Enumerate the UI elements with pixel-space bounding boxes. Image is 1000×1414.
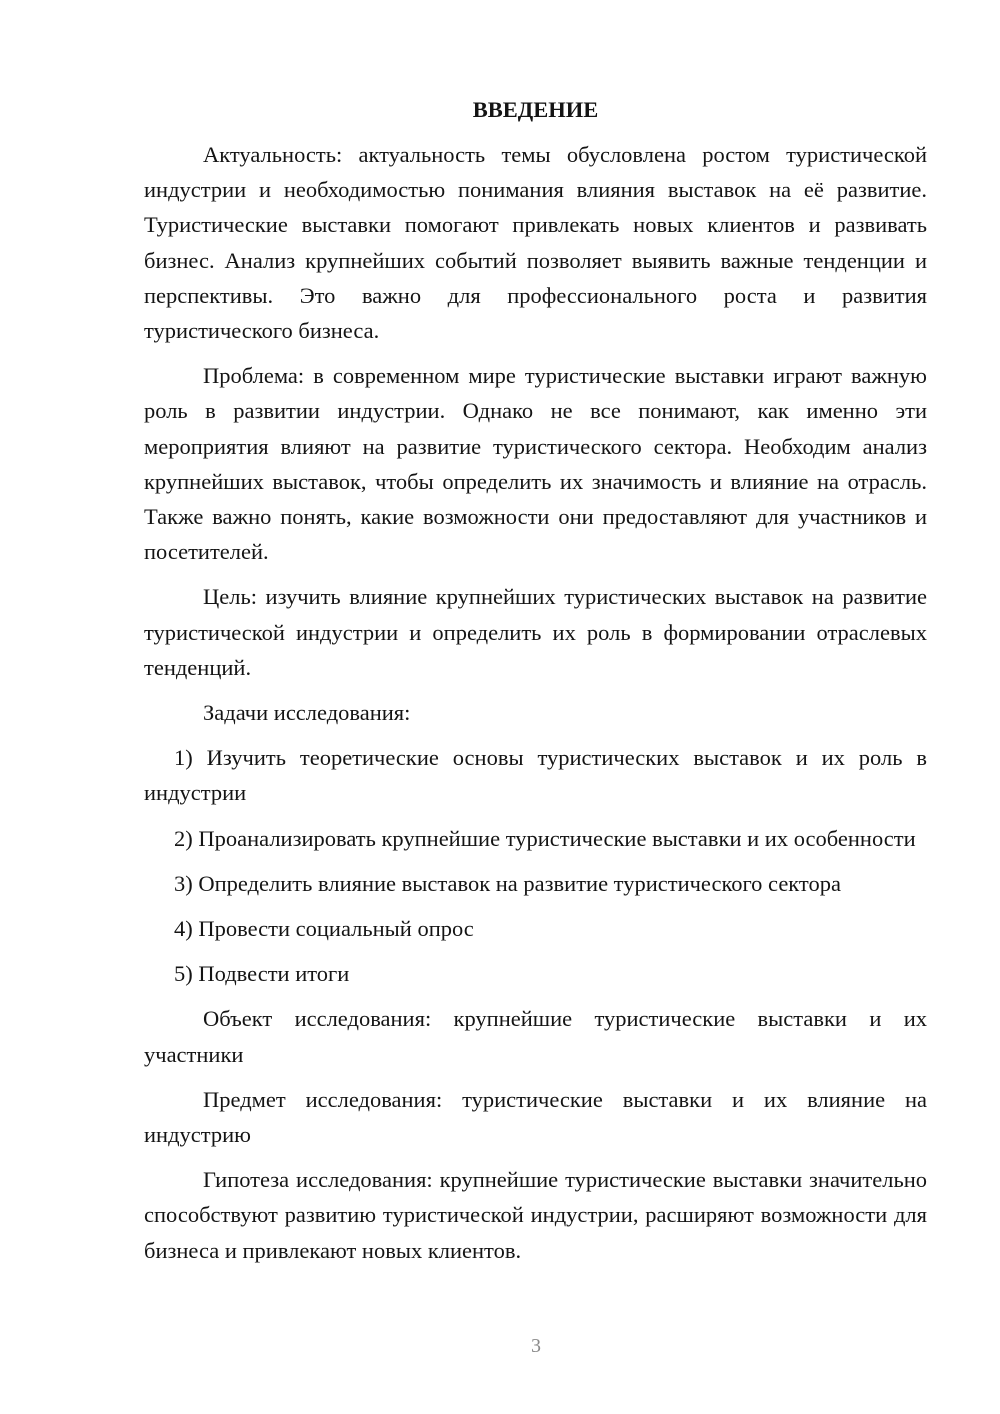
paragraph-subject: Предмет исследования: туристические выставки и их влияние на индустрию (144, 1086, 927, 1148)
task-item-5: 5) Подвести итоги (174, 961, 350, 987)
paragraph-problem: Проблема: в современном мире туристические выставки играют важную роль в развитии индустрии. Однако не все понимают, как именно эти мероприятия влияют на развитие туристического сектора. Необходим анализ крупнейших выставок, чтобы определить их значимость и влияние на отрасль. Также важно понять, какие возможности они предоставляют для участников и посетителей. (144, 363, 927, 565)
paragraph-hypothesis: Гипотеза исследования: крупнейшие туристические выставки значительно способствуют развитию туристической индустрии, расширяют возможности для бизнеса и привлекают новых клиентов. (144, 1167, 927, 1263)
task-item-3: 3) Определить влияние выставок на развитие туристического сектора (174, 870, 841, 896)
paragraph-object: Объект исследования: крупнейшие туристические выставки и их участники (144, 1006, 927, 1067)
page-content (144, 92, 927, 1278)
task-item-4: 4) Провести социальный опрос (174, 916, 474, 942)
task-item-1: 1) Изучить теоретические основы туристических выставок и их роль в индустрии (144, 745, 927, 806)
paragraph-goal: Цель: изучить влияние крупнейших туристических выставок на развитие туристической индустрии и определить их роль в формировании отраслевых тенденций. (144, 584, 927, 680)
paragraph-relevance: Актуальность: актуальность темы обусловлена ростом туристической индустрии и необходимостью понимания влияния выставок на её развитие. Туристические выставки помогают привлекать новых клиентов и развивать бизнес. Анализ крупнейших событий позволяет выявить важные тенденции и перспективы. Это важно для профессионального роста и развития туристического бизнеса. (144, 142, 927, 344)
tasks-heading: Задачи исследования: (203, 700, 411, 726)
page-number: 3 (531, 1335, 541, 1357)
task-item-2: 2) Проанализировать крупнейшие туристические выставки и их особенности (174, 825, 916, 851)
section-title: ВВЕДЕНИЕ (472, 97, 599, 122)
